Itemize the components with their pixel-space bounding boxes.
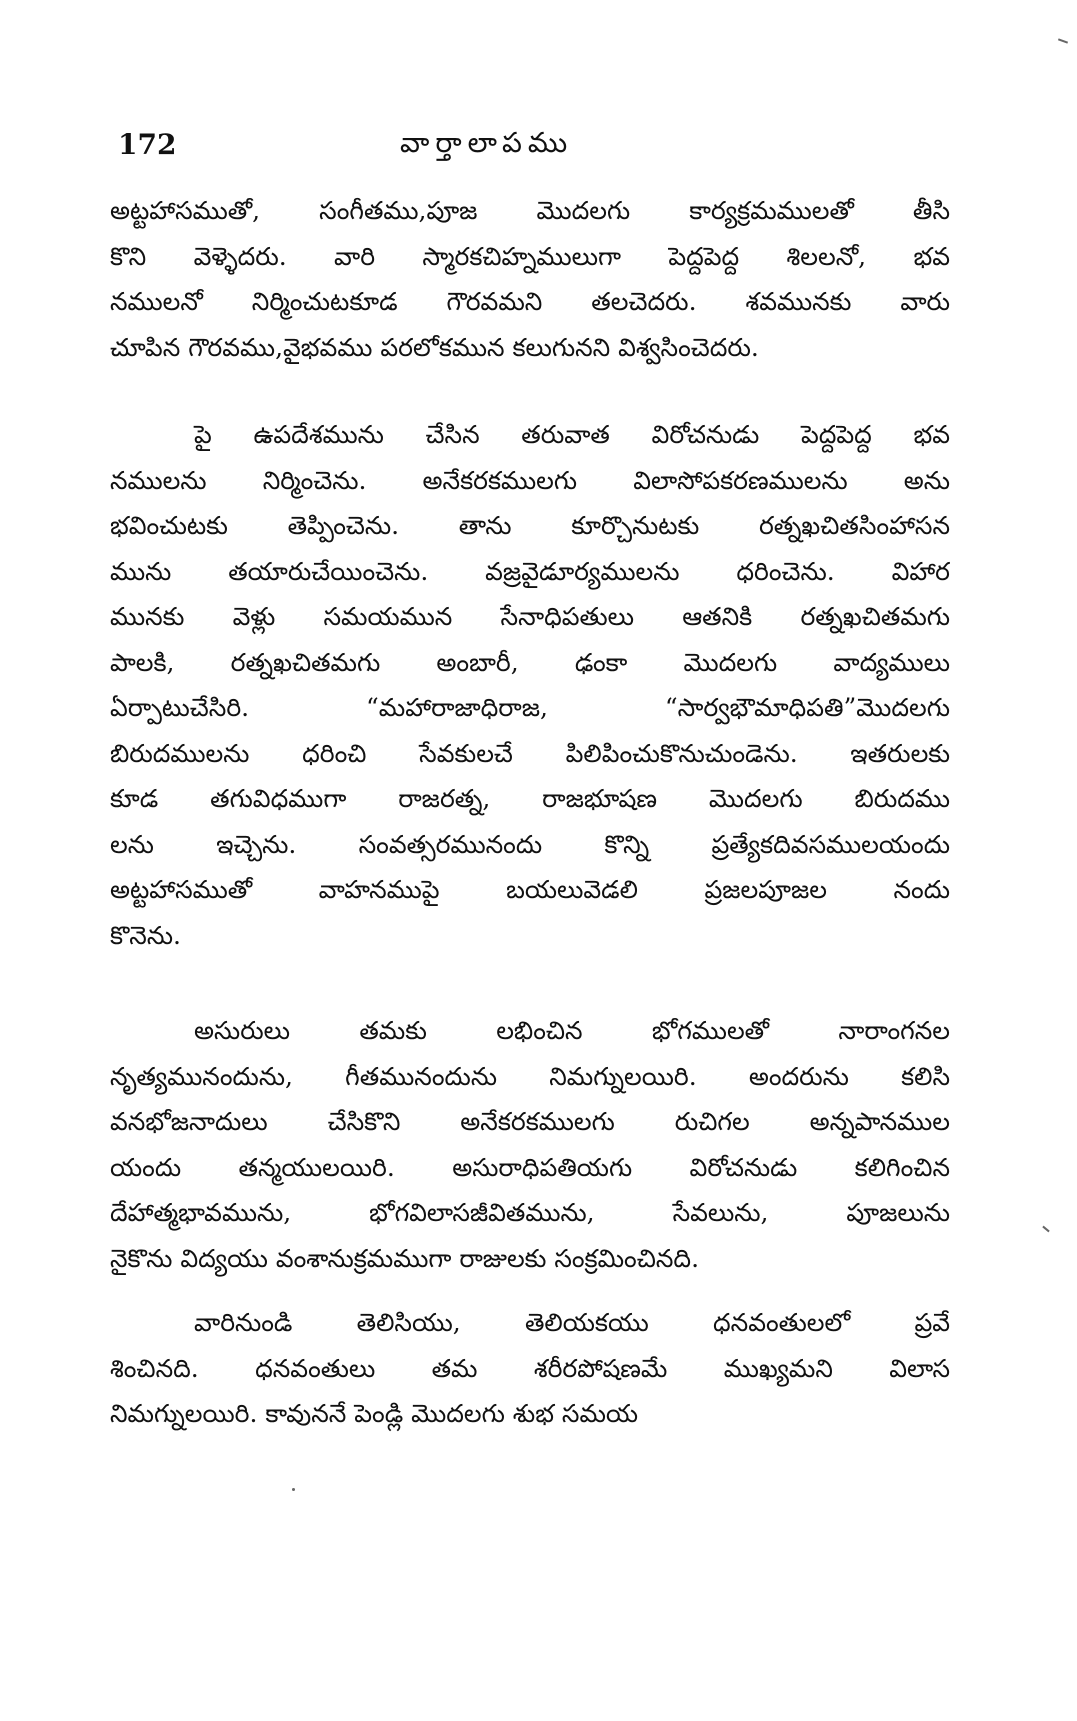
page-number: 172 bbox=[118, 128, 177, 161]
text-line: చూపిన గౌరవము,వైభవము పరలోకమున కలుగునని విశ్వసించెదరు. bbox=[110, 332, 759, 362]
text-line: వారినుండి తెలిసియు, తెలియకయు ధనవంతులలో ప్రవే bbox=[194, 1308, 950, 1337]
text-line: యందు తన్మయులయిరి. అసురాధిపతియగు విరోచనుడు కలిగించిన bbox=[110, 1152, 950, 1182]
paragraph-1 bbox=[110, 188, 950, 370]
text-line: శించినది. ధనవంతులు తమ శరీరపోషణమే ముఖ్యమని విలాస bbox=[110, 1353, 950, 1383]
text-line: పాలకి, రత్నఖచితమగు అంబారీ, ఢంకా మొదలగు వాద్యములు bbox=[110, 647, 950, 677]
text-line: ఏర్పాటుచేసిరి. “మహారాజాధిరాజ, “సార్వభౌమాధిపతి”మొదలగు bbox=[110, 693, 950, 722]
text-line: పై ఉపదేశమును చేసిన తరువాత విరోచనుడు పెద్దపెద్ద భవ bbox=[194, 420, 950, 449]
text-line: దేహాత్మభావమును, భోగవిలాసజీవితమును, సేవలును, పూజలును bbox=[110, 1198, 950, 1227]
text-line: భవించుటకు తెప్పించెను. తాను కూర్చొనుటకు రత్నఖచితసింహాసన bbox=[110, 511, 950, 540]
text-line: అట్టహాసముతో వాహనముపై బయలువెడలి ప్రజలపూజల నందు bbox=[110, 875, 950, 904]
text-line: నములనో నిర్మించుటకూడ గౌరవమని తలచెదరు. శవమునకు వారు bbox=[110, 287, 950, 316]
text-line: నిమగ్నులయిరి. కావుననే పెండ్లి మొదలగు శుభ సమయ bbox=[110, 1399, 639, 1428]
scan-speck bbox=[292, 1488, 295, 1491]
text-line: కూడ తగువిధముగా రాజరత్న, రాజభూషణ మొదలగు బిరుదము bbox=[110, 784, 950, 813]
text-line: మును తయారుచేయించెను. వజ్రవైడూర్యములను ధరించెను. విహార bbox=[110, 556, 950, 586]
scan-speck bbox=[1058, 38, 1068, 43]
text-line: నైకొను విద్యయు వంశానుక్రమముగా రాజులకు సంక్రమించినది. bbox=[110, 1243, 700, 1273]
text-line: అసురులు తమకు లభించిన భోగములతో నారాంగనల bbox=[194, 1016, 950, 1045]
text-line: నములను నిర్మించెను. అనేకరకములగు విలాసోపకరణములను అను bbox=[110, 465, 950, 495]
text-line: కొనెను. bbox=[110, 920, 181, 950]
text-line: లను ఇచ్చెను. సంవత్సరమునందు కొన్ని ప్రత్యేకదివసములయందు bbox=[110, 829, 950, 859]
paragraph-2 bbox=[110, 412, 950, 958]
paragraph-3 bbox=[110, 1008, 950, 1281]
text-line: కొని వెళ్ళెదరు. వారి స్మారకచిహ్నములుగా పెద్దపెద్ద శిలలనో, భవ bbox=[110, 241, 950, 271]
scan-speck bbox=[1042, 1226, 1049, 1233]
text-line: నృత్యమునందును, గీతమునందును నిమగ్నులయిరి. అందరును కలిసి bbox=[110, 1061, 950, 1091]
text-line: బిరుదములను ధరించి సేవకులచే పిలిపించుకొనుచుండెను. ఇతరులకు bbox=[110, 738, 950, 768]
running-title: వార్తాలాపము bbox=[400, 126, 574, 159]
text-line: అట్టహాసముతో, సంగీతము,పూజ మొదలగు కార్యక్రమములతో తీసి bbox=[110, 196, 950, 225]
text-line: మునకు వెళ్లు సమయమున సేనాధిపతులు ఆతనికి రత్నఖచితమగు bbox=[110, 602, 950, 631]
paragraph-4 bbox=[110, 1300, 950, 1437]
text-line: వనభోజనాదులు చేసికొని అనేకరకములగు రుచిగల అన్నపానముల bbox=[110, 1107, 950, 1136]
